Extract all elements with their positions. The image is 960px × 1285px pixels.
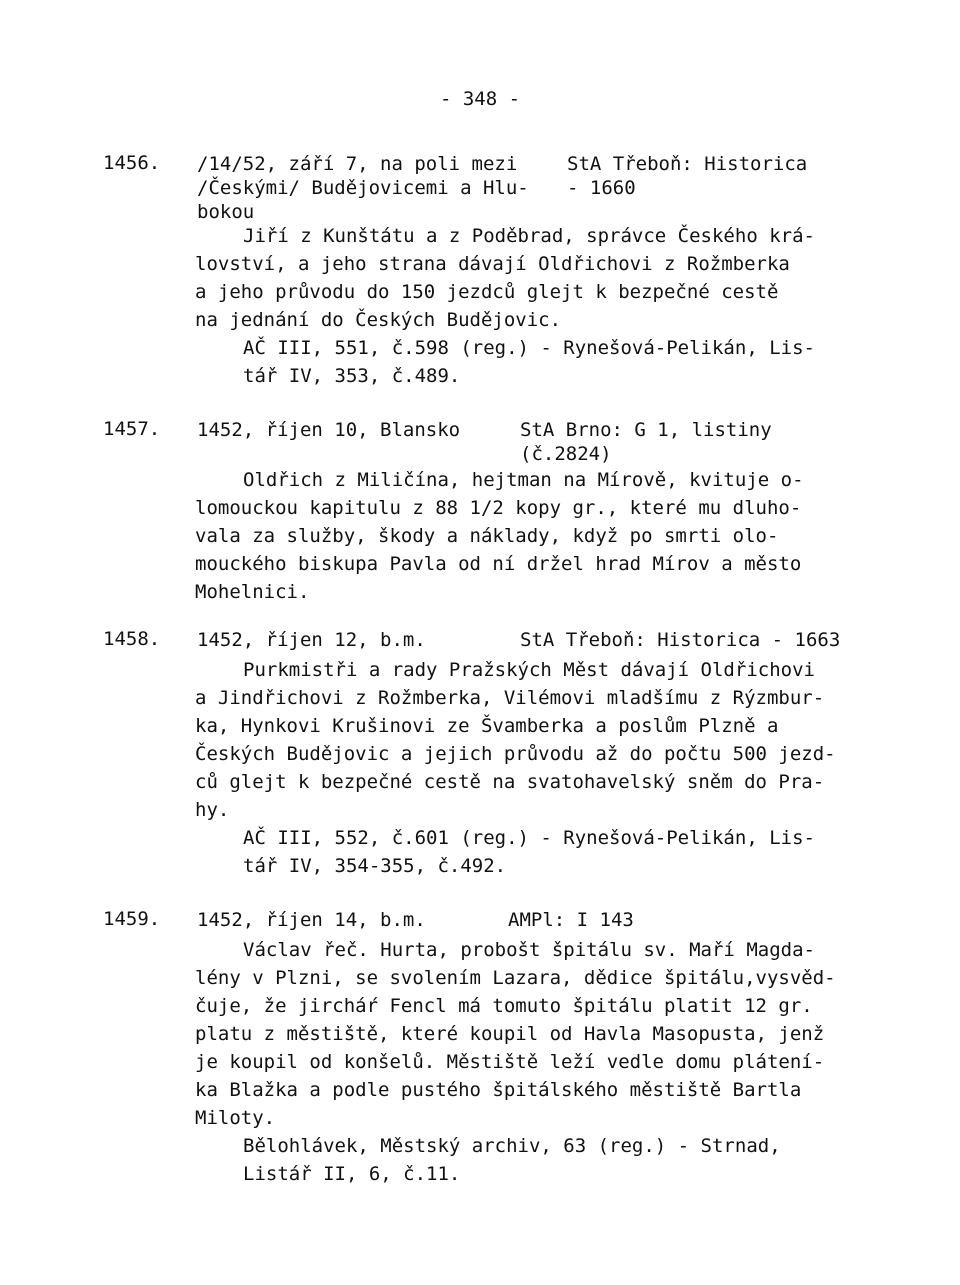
entry-number: 1456. xyxy=(103,152,161,174)
entry-citation: AČ III, 551, č.598 (reg.) - Rynešová-Pelikán, Lis- xyxy=(243,337,815,359)
entry-text: Václav řeč. Hurta, probošt špitálu sv. Maří Magda- lény v Plzni, se svolením Lazara, dědice špitálu,vysvěd- čuje, že jircháŕ Fencl má tomuto špitálu platit 12 gr. platu z městiště, které koupil od Havla Masopusta, jenž je koupil od konšelů. Městiště leží vedle domu plátení- ka Blažka a podle pustého špitálského městiště Bartla Miloty. Bělohlávek, Městský archiv, 63 (reg.) - Strnad, Listář II, 6, č.11. xyxy=(195,939,836,1185)
entry-date-place: /14/52, září 7, na poli mezi /Českými/ Budějovicemi a Hlu- bokou xyxy=(197,153,529,223)
entry-archive-ref: StA Třeboň: Historica - 1660 xyxy=(567,153,808,199)
entry-archive-ref: AMPl: I 143 xyxy=(508,909,634,931)
entry-number: 1457. xyxy=(103,418,161,440)
entry-number: 1459. xyxy=(103,908,161,930)
entry-archive-ref: StA Brno: G 1, listiny (č.2824) xyxy=(520,419,772,465)
entry-citation: Bělohlávek, Městský archiv, 63 (reg.) - Strnad, xyxy=(243,1135,781,1157)
page-number: - 348 - xyxy=(439,88,521,110)
entry-number: 1458. xyxy=(103,628,161,650)
entry-text: Purkmistři a rady Pražských Měst dávají Oldřichovi a Jindřichovi z Rožmberka, Vilémovi mladšímu z Rýzmbur- ka, Hynkovi Krušinovi ze Švamberka a poslům Plzně a Českých Budějovic a jejich průvodu až do počtu 500 jezd- ců glejt k bezpečné cestě na svatohavelský sněm do Pra- hy. AČ III, 552, č.601 (reg.) - Rynešová-Pelikán, Lis- tář IV, 354-355, č.492. xyxy=(195,659,836,877)
entry-text: Jiří z Kunštátu a z Poděbrad, správce Českého krá- lovství, a jeho strana dávají Oldřichovi z Rožmberka a jeho průvodu do 150 jezdců glejt k bezpečné cestě na jednání do Českých Budějovic. AČ III, 551, č.598 (reg.) - Rynešová-Pelikán, Lis- tář IV, 353, č.489. xyxy=(195,225,815,387)
entry-archive-ref: StA Třeboň: Historica - 1663 xyxy=(520,629,841,651)
entry-date-place: 1452, říjen 10, Blansko xyxy=(197,419,461,441)
entry-citation: AČ III, 552, č.601 (reg.) - Rynešová-Pelikán, Lis- xyxy=(243,827,815,849)
entry-date-place: 1452, říjen 12, b.m. xyxy=(197,629,426,651)
entry-text: Oldřich z Miličína, hejtman na Mírově, kvituje o- lomouckou kapitulu z 88 1/2 kopy gr., které mu dluho- vala za služby, škody a náklady, když po smrti olo- mouckého biskupa Pavla od ní držel hrad Mírov a město Mohelnici. xyxy=(195,469,804,603)
entry-date-place: 1452, říjen 14, b.m. xyxy=(197,909,426,931)
